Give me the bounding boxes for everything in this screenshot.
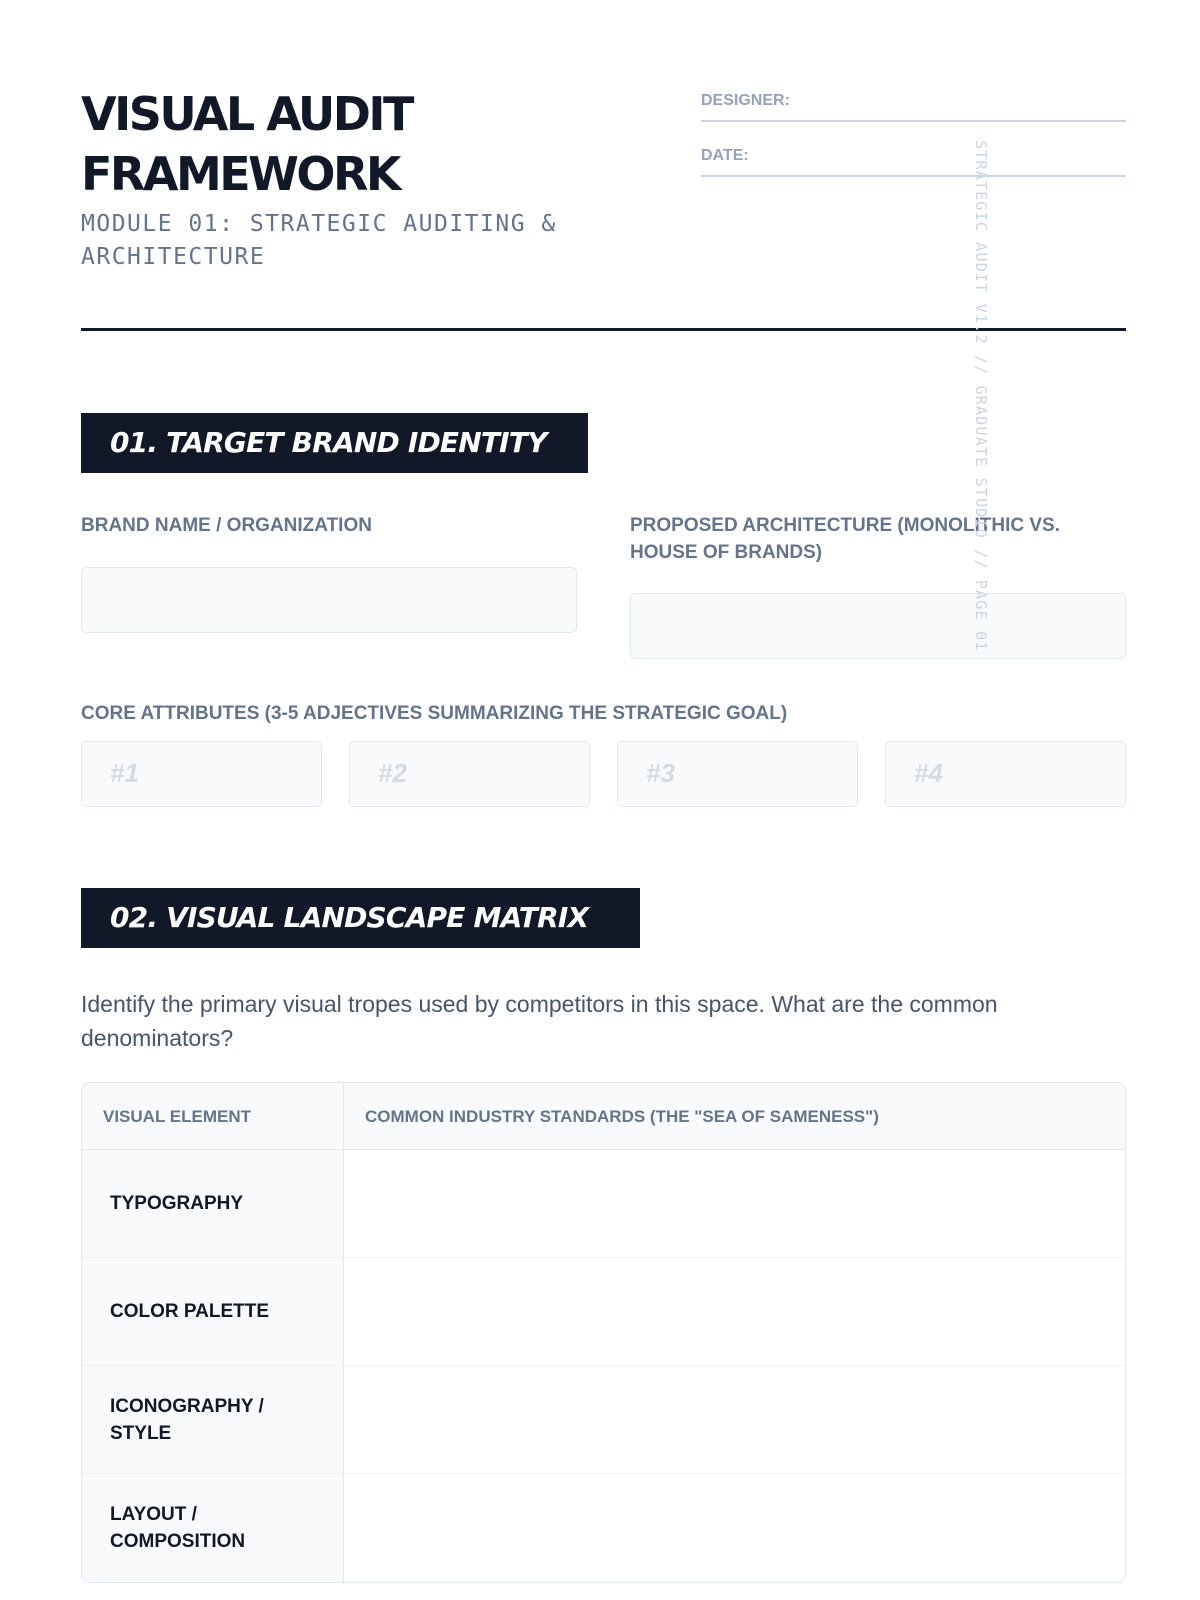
core-attributes-label: CORE ATTRIBUTES (3-5 ADJECTIVES SUMMARIZING THE STRATEGIC GOAL)	[81, 703, 788, 724]
column-header-industry-standards: COMMON INDUSTRY STANDARDS (THE "SEA OF SAMENESS")	[365, 1107, 879, 1126]
table-row	[82, 1366, 1125, 1474]
header-divider	[81, 328, 1126, 331]
color-palette-standards-cell[interactable]	[344, 1258, 1125, 1365]
section-intro-text: Identify the primary visual tropes used by competitors in this space. What are the common denominators?	[81, 991, 998, 1051]
brand-name-label: BRAND NAME / ORGANIZATION	[81, 515, 372, 536]
attribute-input-3[interactable]: #3	[617, 741, 858, 807]
brand-name-input[interactable]	[81, 567, 577, 633]
typography-standards-cell[interactable]	[344, 1150, 1125, 1257]
table-row	[82, 1258, 1125, 1366]
table-row	[82, 1150, 1125, 1258]
table-header-row	[82, 1083, 1125, 1150]
architecture-label: PROPOSED ARCHITECTURE (MONOLITHIC VS. HOUSE OF BRANDS)	[630, 515, 1060, 563]
landscape-matrix-table	[81, 1082, 1126, 1583]
date-label: DATE:	[701, 147, 749, 164]
row-label-iconography: ICONOGRAPHY / STYLE	[82, 1366, 344, 1473]
column-header-visual-element: VISUAL ELEMENT	[82, 1083, 344, 1149]
row-label-layout: LAYOUT / COMPOSITION	[82, 1474, 344, 1582]
row-label-typography: TYPOGRAPHY	[82, 1150, 344, 1257]
architecture-input[interactable]	[630, 593, 1126, 659]
title-line-2: FRAMEWORK	[81, 147, 400, 201]
title-line-1: VISUAL AUDIT	[81, 87, 412, 141]
row-label-color-palette: COLOR PALETTE	[82, 1258, 344, 1365]
date-field[interactable]	[701, 141, 1126, 177]
vertical-page-stamp: STRATEGIC AUDIT V1.2 // GRADUATE STUDIO // PAGE 01	[972, 140, 990, 652]
attribute-input-2[interactable]: #2	[349, 741, 590, 807]
designer-field[interactable]	[701, 86, 1126, 122]
iconography-standards-cell[interactable]	[344, 1366, 1125, 1473]
table-row	[82, 1474, 1125, 1582]
page-title	[81, 84, 601, 204]
attribute-input-4[interactable]: #4	[885, 741, 1126, 807]
layout-standards-cell[interactable]	[344, 1474, 1125, 1582]
designer-label: DESIGNER:	[701, 92, 790, 109]
attribute-input-1[interactable]: #1	[81, 741, 322, 807]
module-subtitle: MODULE 01: STRATEGIC AUDITING & ARCHITECTURE	[81, 211, 557, 270]
section-heading-target-brand: 01. TARGET BRAND IDENTITY	[81, 413, 588, 473]
section-heading-visual-landscape: 02. VISUAL LANDSCAPE MATRIX	[81, 888, 640, 948]
